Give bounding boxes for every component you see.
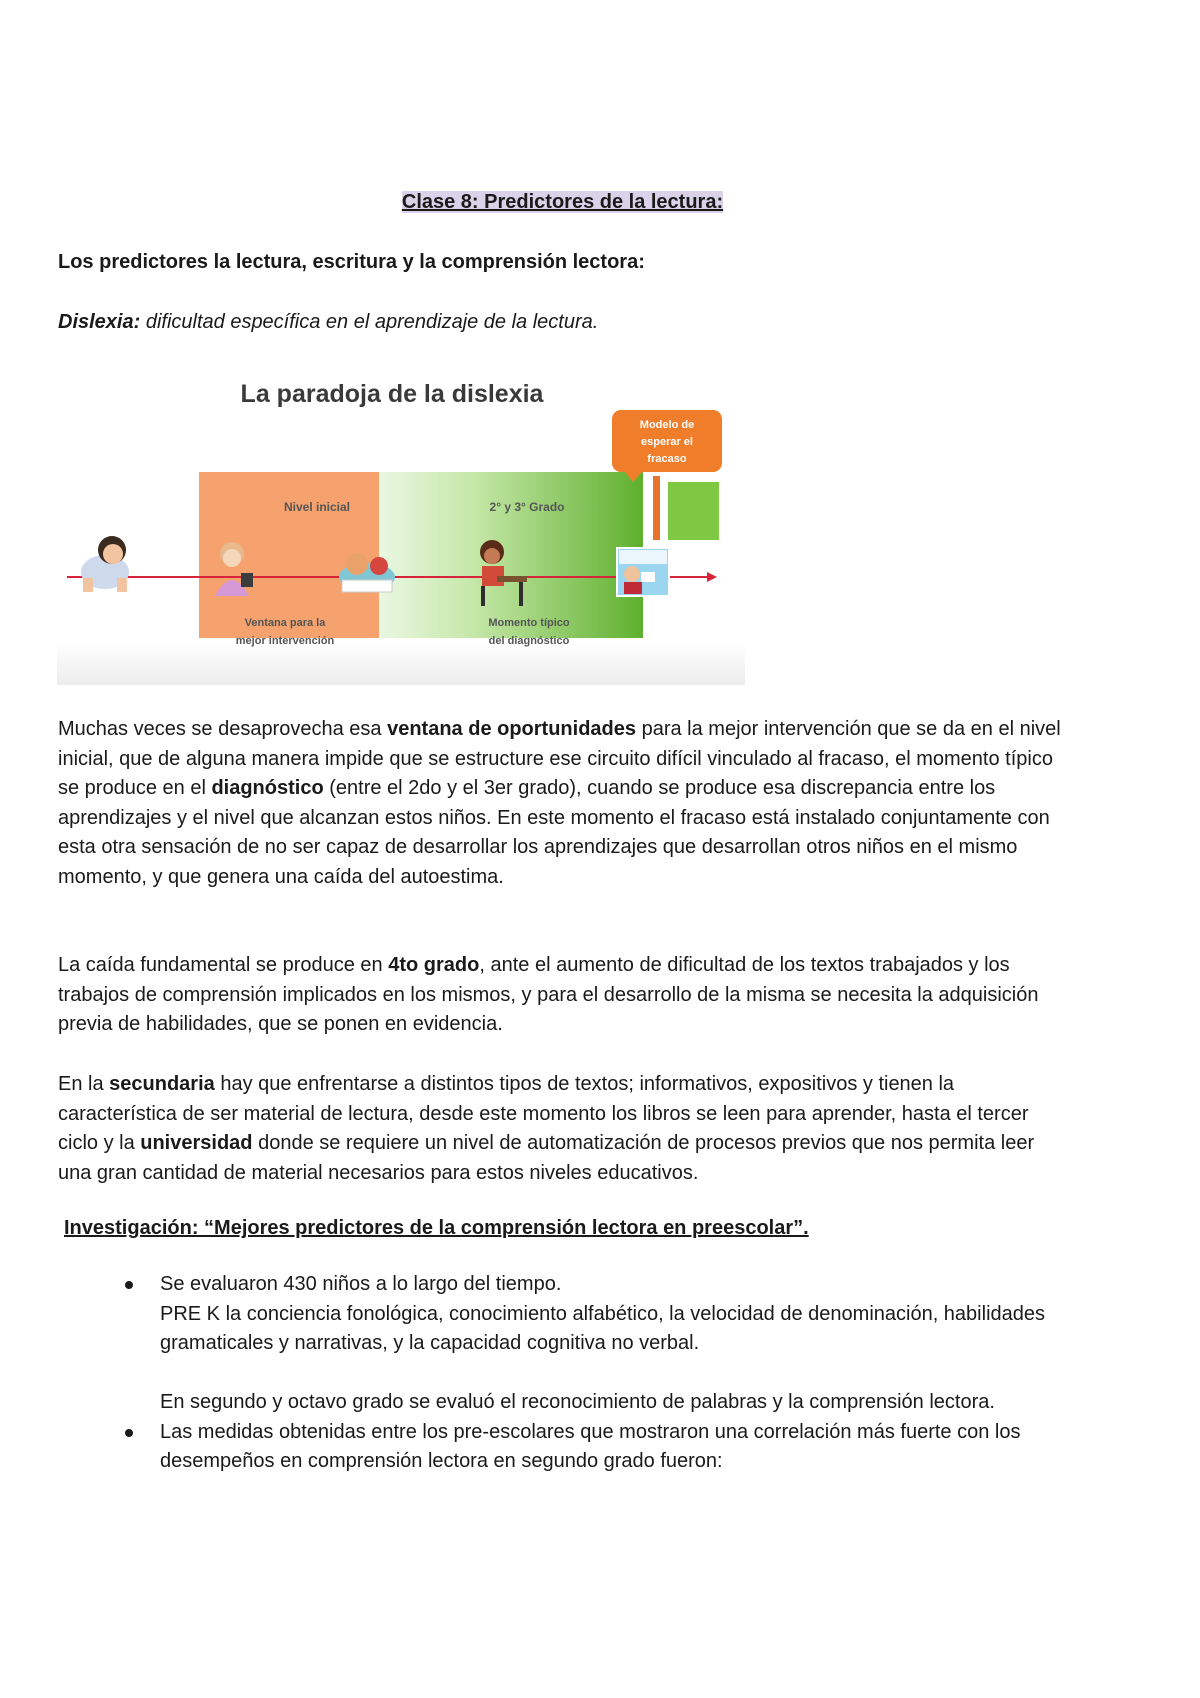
callout-line3: fracaso (647, 453, 687, 465)
bullet1-line1: Se evaluaron 430 niños a lo largo del tiempo. (160, 1273, 562, 1295)
page-title: Clase 8: Predictores de la lectura: (401, 191, 724, 213)
definition-term: Dislexia: (58, 311, 141, 333)
zone1-label: Nivel inicial (283, 500, 351, 514)
callout-line2: esperar el (641, 436, 693, 448)
zone2-label: 2° y 3° Grado (489, 500, 565, 514)
paragraph-cuarto-grado: La caída fundamental se produce en 4to grado, ante el aumento de dificultad de los textos trabajados y los trabajos de comprensión implicados en los mismos, y para el desarrollo de la misma se necesita la adquisición previa de habilidades, que se ponen en evidencia. (58, 954, 1039, 1035)
list-item (0, 1270, 1100, 1418)
callout-pole (653, 476, 660, 540)
section-subtitle: Los predictores la lectura, escritura y la comprensión lectora: (58, 251, 645, 273)
paragraph-secundaria: En la secundaria hay que enfrentarse a distintos tipos de textos; informativos, expositivos y tienen la característica de ser material de lectura, desde este momento los libros se leen para aprender, hasta el tercer ciclo y la universidad donde se requiere un nivel de automatización de procesos previos que nos permita leer una gran cantidad de material necesarios para estos niveles educativos. (58, 1073, 1035, 1184)
bullet2-text: Las medidas obtenidas entre los pre-escolares que mostraron una correlación más fuerte con los desempeños en comprensión lectora en segundo grado fueron: (160, 1420, 1021, 1472)
figure-title: La paradoja de la dislexia (240, 380, 544, 408)
paragraph-ventana: Muchas veces se desaprovecha esa ventana de oportunidades para la mejor intervención que se da en el nivel inicial, que de alguna manera impide que se estructure ese circuito difícil vinculado al fracaso, el momento típico se produce en el diagnóstico (entre el 2do y el 3er grado), cuando se produce esa discrepancia entre los aprendizajes y el nivel que alcanzan estos niños. En este momento el fracaso está instalado conjuntamente con esta otra sensación de no ser capaz de desarrollar los aprendizajes que desarrollan otros niños en el mismo momento, y que genera una caída del autoestima. (58, 718, 1061, 888)
figure-floor (57, 643, 745, 685)
reader-picture-icon (617, 548, 669, 596)
investigacion-heading: Investigación: “Mejores predictores de la comprensión lectora en preescolar”. (64, 1217, 809, 1239)
list-item (0, 1418, 1100, 1477)
green-bar (668, 482, 719, 540)
bullet1-line3: En segundo y octavo grado se evaluó el reconocimiento de palabras y la comprensión lectora. (160, 1391, 995, 1413)
dislexia-definition (58, 311, 598, 334)
caption2-line2: del diagnóstico (488, 635, 570, 647)
callout-line1: Modelo de (639, 419, 695, 431)
dyslexia-paradox-figure (57, 368, 745, 685)
caption1-line1: Ventana para la (244, 617, 326, 629)
grado-zone (379, 472, 643, 638)
definition-text: dificultad específica en el aprendizaje de la lectura. (140, 311, 599, 333)
caption2-line1: Momento típico (488, 617, 570, 629)
findings-list (0, 1270, 1100, 1477)
caption1-line2: mejor intervención (235, 635, 335, 647)
bullet1-line2: PRE K la conciencia fonológica, conocimiento alfabético, la velocidad de denominación, habilidades gramaticales y narrativas, y la capacidad cognitiva no verbal. (160, 1302, 1045, 1354)
